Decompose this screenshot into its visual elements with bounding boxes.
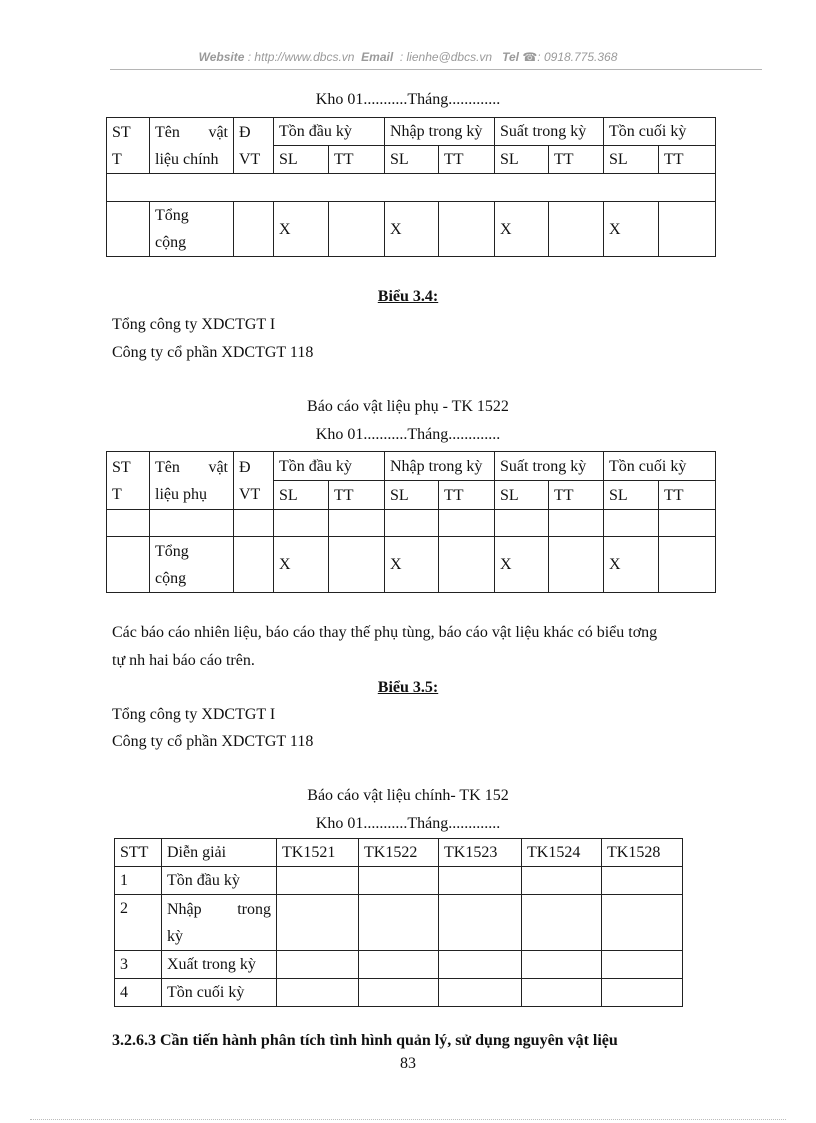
x-mark: X: [274, 202, 329, 257]
empty-cell: [522, 979, 602, 1007]
total-row: [107, 202, 716, 257]
empty-cell: [234, 510, 274, 537]
issues-header: Suất trong kỳ: [495, 452, 604, 481]
empty-cell: [439, 979, 522, 1007]
website-url: : http://www.dbcs.vn: [247, 50, 355, 64]
sub-header: SL: [495, 481, 549, 510]
sub-header: SL: [274, 146, 329, 174]
empty-cell: [602, 895, 683, 951]
row-label: Tồn cuối kỳ: [162, 979, 277, 1007]
x-mark: X: [274, 537, 329, 593]
empty-cell: [549, 202, 604, 257]
empty-cell: [150, 510, 234, 537]
note-line-1: Các báo cáo nhiên liệu, báo cáo thay thế phụ tùng, báo cáo vật liệu khác có biểu tơng: [112, 624, 658, 641]
opening-balance-header: Tồn đầu kỳ: [274, 118, 385, 146]
kho-line-1: Kho 01...........Tháng.............: [315, 91, 501, 108]
organization-parent: Tổng công ty XDCTGT I: [112, 316, 276, 333]
organization-parent: Tổng công ty XDCTGT I: [112, 706, 276, 723]
sub-header: TT: [549, 146, 604, 174]
tel-value: : 0918.775.368: [537, 50, 618, 64]
empty-cell: [234, 202, 274, 257]
bieu-3-4-title: Biểu 3.4:: [377, 288, 439, 305]
empty-row: [107, 174, 716, 202]
empty-cell: [522, 867, 602, 895]
account-summary-table: [114, 838, 683, 1007]
empty-cell: [274, 510, 329, 537]
column-header: TK1521: [277, 839, 359, 867]
table-row: [115, 979, 683, 1007]
issues-header: Suất trong kỳ: [495, 118, 604, 146]
empty-cell: [659, 510, 716, 537]
auxiliary-material-table: [106, 451, 716, 593]
sub-header: SL: [385, 146, 439, 174]
table-row: [115, 951, 683, 979]
empty-cell: [277, 979, 359, 1007]
empty-cell: [277, 951, 359, 979]
note-line-2: tự nh hai báo cáo trên.: [112, 652, 255, 669]
sub-header: SL: [495, 146, 549, 174]
table-row: [107, 174, 716, 202]
opening-balance-header: Tồn đầu kỳ: [274, 452, 385, 481]
empty-cell: [359, 951, 439, 979]
empty-cell: [602, 867, 683, 895]
header-divider: [110, 69, 762, 70]
x-mark: X: [495, 202, 549, 257]
sub-header: TT: [439, 146, 495, 174]
column-header: TK1524: [522, 839, 602, 867]
empty-cell: [385, 510, 439, 537]
unit-header: Đ VT: [234, 452, 274, 510]
organization-company: Công ty cổ phần XDCTGT 118: [112, 344, 314, 361]
sub-header: TT: [659, 146, 716, 174]
x-mark: X: [495, 537, 549, 593]
kho-line-2: Kho 01...........Tháng.............: [315, 426, 501, 443]
empty-cell: [329, 510, 385, 537]
x-mark: X: [604, 202, 659, 257]
report-title-152: Báo cáo vật liệu chính- TK 152: [307, 787, 509, 804]
sub-header: SL: [604, 481, 659, 510]
empty-cell: [549, 537, 604, 593]
empty-cell: [359, 979, 439, 1007]
unit-header: Đ VT: [234, 118, 274, 174]
column-header: TK1522: [359, 839, 439, 867]
page-bottom-divider: [30, 1119, 786, 1120]
organization-company: Công ty cổ phần XDCTGT 118: [112, 733, 314, 750]
total-label: Tổng cộng: [150, 537, 234, 593]
row-label: Xuất trong kỳ: [162, 951, 277, 979]
sub-header: SL: [274, 481, 329, 510]
empty-cell: [602, 951, 683, 979]
empty-cell: [522, 895, 602, 951]
sub-header: SL: [385, 481, 439, 510]
column-header: TK1523: [439, 839, 522, 867]
row-number: 2: [115, 895, 162, 951]
sub-header: TT: [659, 481, 716, 510]
empty-cell: [522, 951, 602, 979]
sub-header: TT: [329, 146, 385, 174]
closing-balance-header: Tồn cuối kỳ: [604, 452, 716, 481]
website-header: [0, 50, 816, 64]
closing-balance-header: Tồn cuối kỳ: [604, 118, 716, 146]
table-header-row: [115, 839, 683, 867]
empty-cell: [277, 867, 359, 895]
sub-header: TT: [329, 481, 385, 510]
sub-header: SL: [604, 146, 659, 174]
material-name-header: Tên vật liệu phụ: [150, 452, 234, 510]
table-header-row: [107, 118, 716, 146]
empty-cell: [604, 510, 659, 537]
x-mark: X: [604, 537, 659, 593]
empty-cell: [359, 867, 439, 895]
empty-cell: [107, 510, 150, 537]
empty-cell: [329, 537, 385, 593]
material-name-header: Tên vật liệu chính: [150, 118, 234, 174]
tel-label: Tel: [502, 50, 519, 64]
stt-header: ST T: [107, 452, 150, 510]
empty-cell: [602, 979, 683, 1007]
table-row: [115, 867, 683, 895]
row-number: 3: [115, 951, 162, 979]
empty-cell: [439, 895, 522, 951]
empty-cell: [329, 202, 385, 257]
empty-cell: [439, 867, 522, 895]
empty-cell: [439, 510, 495, 537]
row-label: Nhập trong kỳ: [162, 895, 277, 951]
kho-line-3: Kho 01...........Tháng.............: [315, 815, 501, 832]
receipts-header: Nhập trong kỳ: [385, 118, 495, 146]
empty-cell: [107, 537, 150, 593]
empty-cell: [659, 537, 716, 593]
report-title-1522: Báo cáo vật liệu phụ - TK 1522: [307, 398, 509, 415]
empty-cell: [659, 202, 716, 257]
total-label: Tổng cộng: [150, 202, 234, 257]
x-mark: X: [385, 202, 439, 257]
empty-cell: [549, 510, 604, 537]
total-row: [107, 537, 716, 593]
row-label: Tồn đầu kỳ: [162, 867, 277, 895]
empty-cell: [439, 537, 495, 593]
row-number: 4: [115, 979, 162, 1007]
empty-cell: [439, 202, 495, 257]
row-number: 1: [115, 867, 162, 895]
main-material-table: [106, 117, 716, 257]
table-header-row: [107, 452, 716, 481]
column-header: Diễn giải: [162, 839, 277, 867]
sub-header: TT: [439, 481, 495, 510]
bieu-3-5-title: Biểu 3.5:: [377, 679, 439, 696]
stt-header: ST T: [107, 118, 150, 174]
empty-cell: [107, 202, 150, 257]
email-value: : lienhe@dbcs.vn: [399, 50, 493, 64]
page-number: 83: [400, 1055, 416, 1072]
receipts-header: Nhập trong kỳ: [385, 452, 495, 481]
sub-header: TT: [549, 481, 604, 510]
email-label: Email: [361, 50, 394, 64]
empty-cell: [234, 537, 274, 593]
section-heading: 3.2.6.3 Cần tiến hành phân tích tình hình quản lý, sử dụng nguyên vật liệu: [112, 1032, 618, 1049]
table-row: [107, 510, 716, 537]
column-header: STT: [115, 839, 162, 867]
empty-cell: [495, 510, 549, 537]
column-header: TK1528: [602, 839, 683, 867]
empty-cell: [277, 895, 359, 951]
empty-cell: [359, 895, 439, 951]
empty-cell: [439, 951, 522, 979]
x-mark: X: [385, 537, 439, 593]
phone-icon: ☎: [522, 50, 538, 64]
table-row: [115, 895, 683, 951]
website-label: Website: [198, 50, 245, 64]
